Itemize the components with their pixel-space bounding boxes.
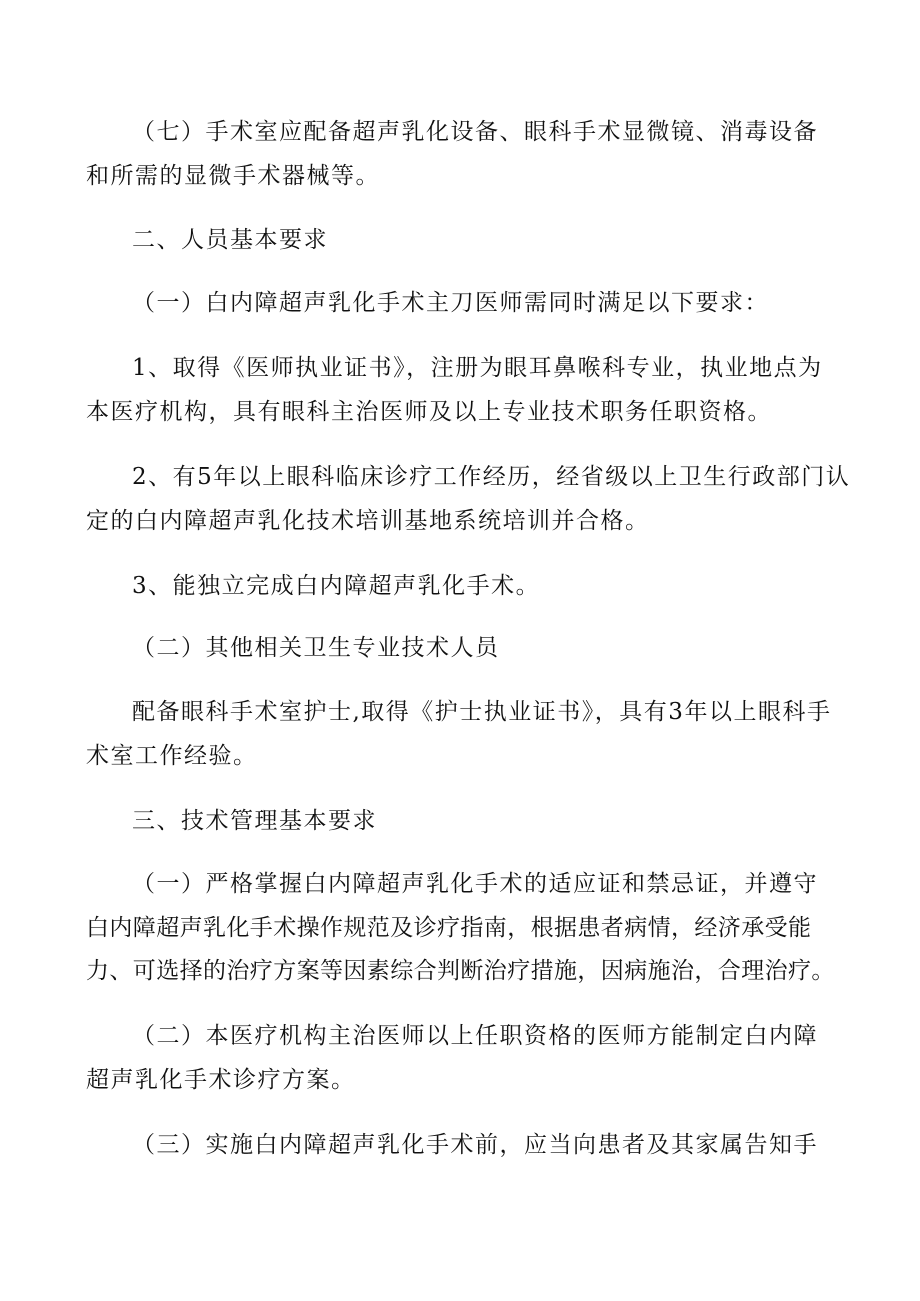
management-item-2-line-1: （二）本医疗机构主治医师以上任职资格的医师方能制定白内障 — [132, 1023, 818, 1049]
section-heading-personnel: 二、人员基本要求 — [132, 227, 328, 253]
management-item-3-line-1: （三）实施白内障超声乳化手术前，应当向患者及其家属告知手 — [132, 1132, 818, 1158]
paragraph-7-line-1: （七）手术室应配备超声乳化设备、眼科手术显微镜、消毒设备 — [132, 119, 818, 145]
subsection-heading-surgeon: （一）白内障超声乳化手术主刀医师需同时满足以下要求： — [132, 290, 769, 316]
item-1-line-1: 1、取得《医师执业证书》，注册为眼耳鼻喉科专业，执业地点为 — [132, 355, 823, 381]
item-3-line: 3、能独立完成白内障超声乳化手术。 — [132, 573, 541, 599]
item-2-line-2: 定的白内障超声乳化技术培训基地系统培训并合格。 — [86, 508, 650, 534]
item-1-line-2: 本医疗机构，具有眼科主治医师及以上专业技术职务任职资格。 — [86, 399, 772, 425]
management-item-1-line-1: （一）严格掌握白内障超声乳化手术的适应证和禁忌证，并遵守 — [132, 871, 818, 897]
management-item-2-line-2: 超声乳化手术诊疗方案。 — [86, 1067, 356, 1093]
nurse-paragraph-line-1: 配备眼科手术室护士,取得《护士执业证书》，具有3年以上眼科手 — [132, 699, 832, 725]
management-item-1-line-3: 力、可选择的治疗方案等因素综合判断治疗措施，因病施治，合理治疗。 — [86, 958, 835, 984]
item-2-line-1: 2、有5年以上眼科临床诊疗工作经历，经省级以上卫生行政部门认 — [132, 464, 851, 490]
section-heading-technical-management: 三、技术管理基本要求 — [132, 808, 377, 834]
paragraph-7-line-2: 和所需的显微手术器械等。 — [86, 163, 380, 189]
management-item-1-line-2: 白内障超声乳化手术操作规范及诊疗指南，根据患者病情，经济承受能 — [86, 915, 812, 941]
subsection-heading-other-staff: （二）其他相关卫生专业技术人员 — [132, 635, 500, 661]
nurse-paragraph-line-2: 术室工作经验。 — [86, 743, 258, 769]
